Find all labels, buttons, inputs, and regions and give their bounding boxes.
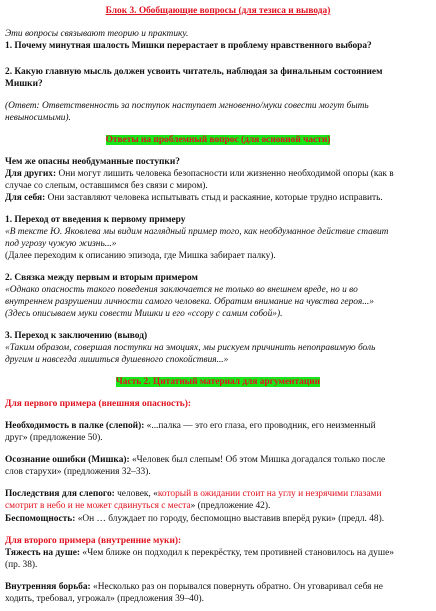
example-1-title: Для первого примера (внешняя опасность): — [5, 399, 191, 409]
answers-others-line2: случае со слепым, оставшимся без связи с миром). — [5, 181, 208, 191]
transition-1-note: (Далее переходим к описанию эпизода, где Мишка забирает палку). — [5, 251, 276, 261]
answers-others-text: Они могут лишить человека безопасности или жизненно необходимой опоры (как в — [56, 169, 394, 179]
transition-2-line1: «Однако опасность такого поведения заключается не только во внешнем вреде, но и во — [5, 285, 358, 295]
answers-self-text: Они заставляют человека испытывать стыд и раскаяние, которые трудно исправить. — [45, 193, 383, 203]
block3-question-2-line1: 2. Какую главную мысль должен усвоить читатель, наблюдая за финальным состоянием — [5, 67, 383, 77]
quote-helpless-label: Беспомощность: — [5, 514, 76, 524]
quote-necessity-text: «...палка — это его глаза, его проводник, его неизменный — [144, 421, 376, 431]
quote-consequences-pre: человек, « — [114, 489, 158, 499]
quote-struggle-text: «Несколько раз он порывался повернуть обратно. Он уговаривал себя не — [90, 582, 383, 592]
quote-heaviness-label: Тяжесть на душе: — [5, 548, 81, 558]
answers-others-label: Для других: — [5, 169, 57, 179]
answers-question: Чем же опасны необдуманные поступки? — [5, 157, 180, 167]
answers-self-label: Для себя: — [5, 193, 46, 203]
quote-struggle-line1 — [5, 582, 431, 593]
quote-awareness-line1 — [5, 455, 431, 466]
quote-necessity-line1 — [5, 421, 431, 432]
answers-self-line — [5, 193, 431, 204]
quote-struggle-label: Внутренняя борьба: — [5, 582, 91, 592]
transition-2-line2: внутреннем разрушении личности самого человека. Обратим внимание на чувства героя...» — [5, 297, 374, 307]
transition-3-title: 3. Переход к заключению (вывод) — [5, 331, 148, 341]
quote-consequences-label: Последствия для слепого: — [5, 489, 115, 499]
example-2-title: Для второго примера (внутренние муки): — [5, 536, 182, 546]
transition-3-line2: другим и навсегда лишиться душевного спокойствия...» — [5, 355, 229, 365]
quote-awareness-line2: слов старухи» (предложения 32–33). — [5, 467, 151, 477]
block3-title-line — [0, 6, 436, 17]
quote-awareness-text: «Человек был слепым! Об этом Мишка догадался только после — [129, 455, 386, 465]
transition-3-line1: «Таким образом, совершая поступки на эмоциях, мы рискуем причинить непоправимую боль — [5, 343, 376, 353]
answers-heading: Ответы на проблемный вопрос (для основной части) — [105, 135, 331, 145]
quote-consequences-highlight-2: смотрит в небо и не может сдвинуться с места — [5, 501, 191, 511]
transition-2-note: (Здесь описываем муки совести Мишки и его «ссору с самим собой»). — [5, 309, 283, 319]
quote-consequences-line1 — [5, 489, 431, 500]
quote-necessity-line2: друг» (предложение 50). — [5, 433, 103, 443]
quote-helpless-line — [5, 514, 431, 525]
transition-1-title: 1. Переход от введения к первому примеру — [5, 215, 186, 225]
quote-consequences-highlight-1: который в ожидании стоит на углу и незрячими глазами — [157, 489, 382, 499]
quote-helpless-text: «Он … блуждает по городу, беспомощно выставив вперёд руки» (предл. 48). — [75, 514, 385, 524]
block3-question-2-line2: Мишки? — [5, 79, 43, 89]
block3-answer-line1: (Ответ: Ответственность за поступок наступает мгновенно/муки совести могут быть — [5, 101, 369, 111]
part2-heading-line — [0, 377, 436, 388]
quote-heaviness-line1 — [5, 548, 431, 559]
block3-title: Блок 3. Обобщающие вопросы (для тезиса и вывода) — [105, 6, 331, 16]
block3-question-1: 1. Почему минутная шалость Мишки перерастает в проблему нравственного выбора? — [5, 41, 372, 51]
block3-intro: Эти вопросы связывают теорию и практику. — [5, 29, 189, 39]
quote-necessity-label: Необходимость в палке (слепой): — [5, 421, 145, 431]
answers-others-line1 — [5, 169, 431, 180]
quote-consequences-line2 — [5, 501, 431, 512]
part2-heading: Часть 2. Цитатный материал для аргументации — [115, 377, 321, 387]
quote-awareness-label: Осознание ошибки (Мишка): — [5, 455, 130, 465]
quote-heaviness-line2: (пр. 38). — [5, 560, 38, 570]
answers-heading-line — [0, 135, 436, 146]
quote-consequences-post: » (предложение 42). — [190, 501, 271, 511]
transition-1-line1: «В тексте Ю. Яковлева мы видим наглядный пример того, как необдуманное действие ставит — [5, 227, 389, 237]
block3-answer-line2: невыносимыми). — [5, 113, 71, 123]
quote-heaviness-text: «Чем ближе он подходил к перекрёстку, тем противней становилось на душе» — [80, 548, 394, 558]
transition-1-line2: под угрозу чужую жизнь...» — [5, 239, 117, 249]
transition-2-title: 2. Связка между первым и вторым примером — [5, 273, 198, 283]
quote-struggle-line2: ходить, требовал, угрожал» (предложения 39–40). — [5, 594, 205, 604]
